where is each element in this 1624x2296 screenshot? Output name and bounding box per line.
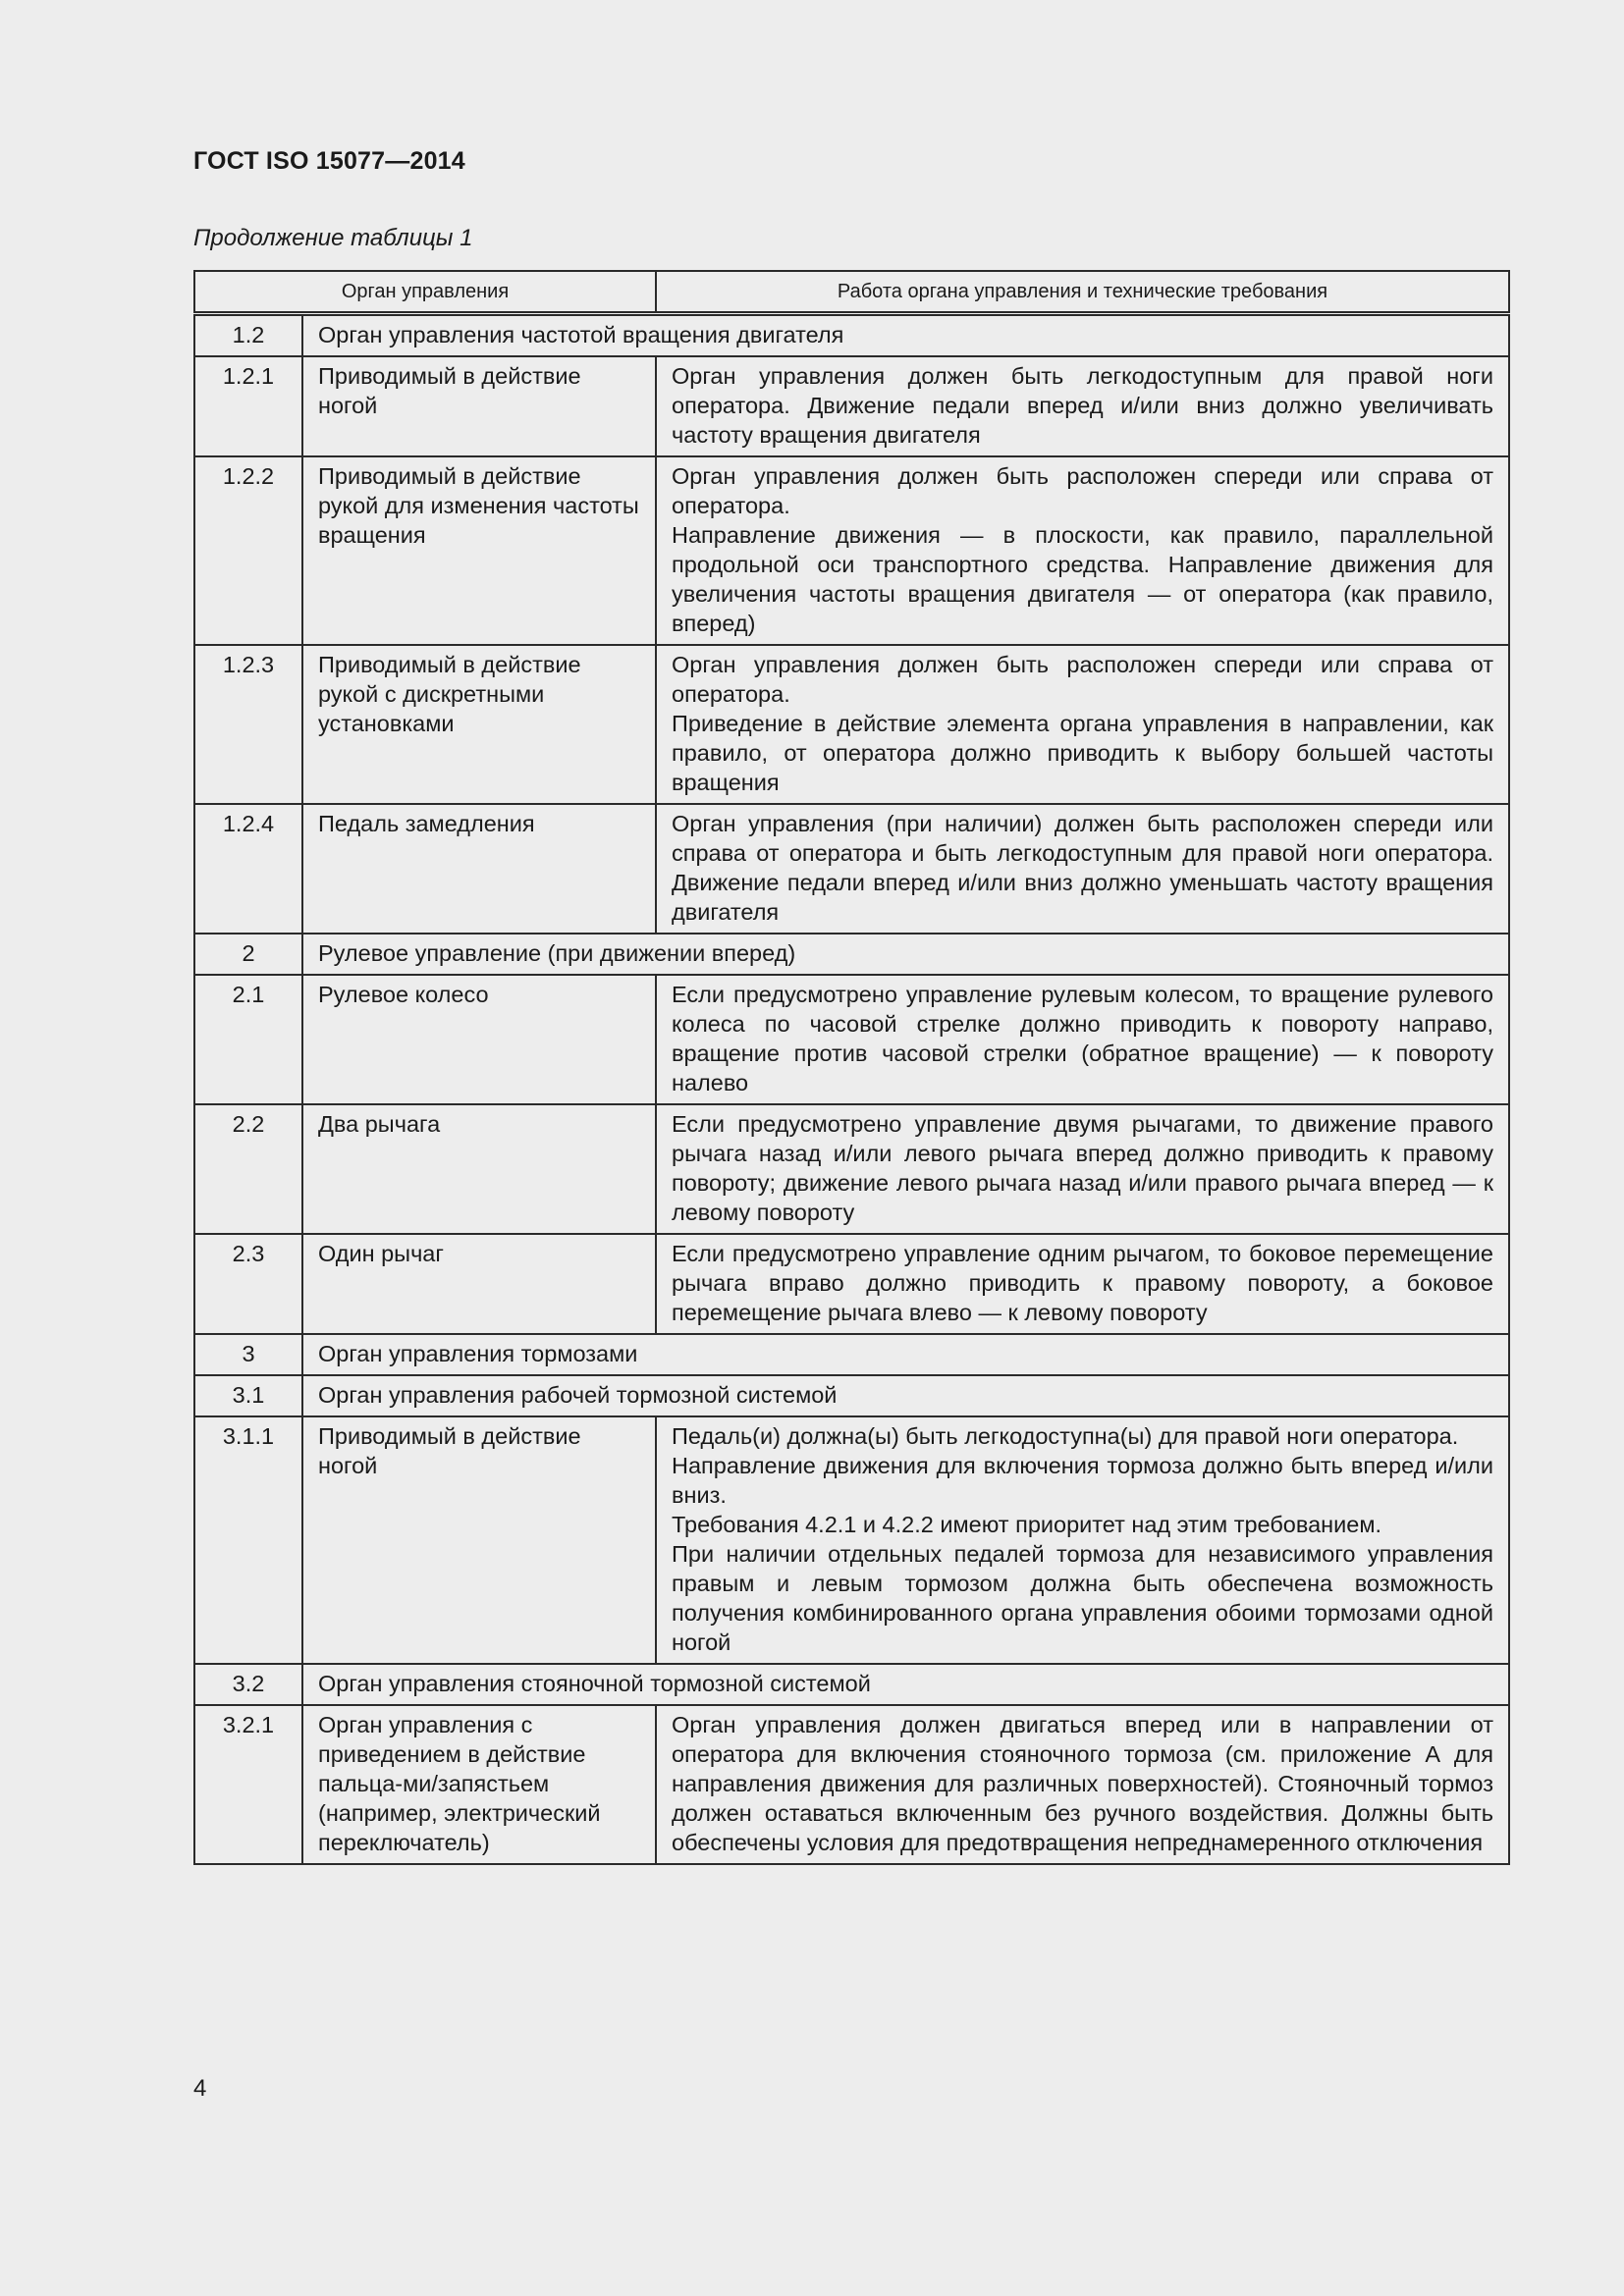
row-number: 2.2 (194, 1104, 302, 1234)
requirements-cell (656, 1234, 1509, 1334)
row-number: 1.2.2 (194, 456, 302, 645)
row-number: 3.1 (194, 1375, 302, 1416)
section-row (194, 1334, 1509, 1375)
row-number: 3.1.1 (194, 1416, 302, 1664)
column-header-control: Орган управления (194, 271, 656, 314)
requirement-paragraph: При наличии отдельных педалей тормоза для независимого управления правым и левым тормозом должна быть обеспечена возможность получения комбинированного органа управления обоими тормозами одной ногой (672, 1541, 1493, 1655)
section-title: Орган управления тормозами (302, 1334, 1509, 1375)
control-name: Приводимый в действие ногой (302, 1416, 656, 1664)
requirement-paragraph: Орган управления должен двигаться вперед или в направлении от оператора для включения стояночного тормоза (см. приложение А для направления движения для различных поверхностей). Стояночный тормоз должен оставаться включенным без ручного воздействия. Должны быть обеспечены условия для предотвращения непреднамеренного отключения (672, 1712, 1493, 1855)
requirement-paragraph: Орган управления должен быть расположен спереди или справа от оператора. (672, 463, 1493, 518)
requirement-paragraph: Если предусмотрено управление двумя рычагами, то движение правого рычага назад и/или левого рычага вперед должно приводить к правому повороту; движение левого рычага назад и/или правого рычага вперед — к левому повороту (672, 1111, 1493, 1225)
control-name: Один рычаг (302, 1234, 656, 1334)
requirements-cell (656, 1104, 1509, 1234)
table-caption: Продолжение таблицы 1 (193, 225, 473, 251)
table-row (194, 975, 1509, 1104)
requirements-cell (656, 356, 1509, 456)
row-number: 2 (194, 934, 302, 975)
controls-table (193, 270, 1510, 1865)
requirement-paragraph: Требования 4.2.1 и 4.2.2 имеют приоритет над этим требованием. (672, 1512, 1382, 1537)
section-row (194, 1664, 1509, 1705)
control-name: Приводимый в действие рукой с дискретными установками (302, 645, 656, 804)
requirements-cell (656, 975, 1509, 1104)
requirements-cell (656, 1705, 1509, 1864)
control-name: Приводимый в действие рукой для изменения частоты вращения (302, 456, 656, 645)
requirement-paragraph: Орган управления (при наличии) должен быть расположен спереди или справа от оператора и быть легкодоступным для правой ноги оператора. Движение педали вперед и/или вниз должно уменьшать частоту вращения двигателя (672, 811, 1493, 925)
page-number: 4 (193, 2075, 207, 2102)
row-number: 3.2 (194, 1664, 302, 1705)
row-number: 1.2.3 (194, 645, 302, 804)
row-number: 1.2.1 (194, 356, 302, 456)
table-row (194, 645, 1509, 804)
control-name: Приводимый в действие ногой (302, 356, 656, 456)
requirement-paragraph: Орган управления должен быть легкодоступным для правой ноги оператора. Движение педали вперед и/или вниз должно увеличивать частоту вращения двигателя (672, 363, 1493, 448)
requirement-paragraph: Орган управления должен быть расположен спереди или справа от оператора. (672, 652, 1493, 707)
table-header-row (194, 271, 1509, 314)
table-body (194, 314, 1509, 1865)
requirement-paragraph: Приведение в действие элемента органа управления в направлении, как правило, от оператора должно приводить к выбору большей частоты вращения (672, 711, 1493, 795)
table-row (194, 1705, 1509, 1864)
section-row (194, 314, 1509, 357)
section-title: Орган управления рабочей тормозной системой (302, 1375, 1509, 1416)
row-number: 1.2.4 (194, 804, 302, 934)
requirements-cell (656, 1416, 1509, 1664)
section-row (194, 934, 1509, 975)
document-header: ГОСТ ISO 15077—2014 (193, 147, 465, 175)
control-name: Педаль замедления (302, 804, 656, 934)
section-title: Орган управления частотой вращения двигателя (302, 314, 1509, 357)
requirement-paragraph: Педаль(и) должна(ы) быть легкодоступна(ы) для правой ноги оператора. (672, 1423, 1459, 1449)
requirement-paragraph: Если предусмотрено управление рулевым колесом, то вращение рулевого колеса по часовой стрелке должно приводить к повороту направо, вращение против часовой стрелки (обратное вращение) — к повороту налево (672, 982, 1493, 1095)
requirement-paragraph: Если предусмотрено управление одним рычагом, то боковое перемещение рычага вправо должно приводить к правому повороту, а боковое перемещение рычага влево — к левому повороту (672, 1241, 1493, 1325)
control-name: Два рычага (302, 1104, 656, 1234)
requirements-cell (656, 645, 1509, 804)
row-number: 3 (194, 1334, 302, 1375)
section-title: Орган управления стояночной тормозной системой (302, 1664, 1509, 1705)
row-number: 2.1 (194, 975, 302, 1104)
section-title: Рулевое управление (при движении вперед) (302, 934, 1509, 975)
table-row (194, 1104, 1509, 1234)
table-row (194, 804, 1509, 934)
requirement-paragraph: Направление движения — в плоскости, как правило, параллельной продольной оси транспортного средства. Направление движения для увеличения частоты вращения двигателя — от оператора (как правило, вперед) (672, 522, 1493, 636)
section-row (194, 1375, 1509, 1416)
row-number: 1.2 (194, 314, 302, 357)
table-row (194, 356, 1509, 456)
table-row (194, 1234, 1509, 1334)
control-name: Рулевое колесо (302, 975, 656, 1104)
table-row (194, 456, 1509, 645)
table-row (194, 1416, 1509, 1664)
requirements-cell (656, 804, 1509, 934)
row-number: 3.2.1 (194, 1705, 302, 1864)
control-name: Орган управления с приведением в действие пальца-ми/запястьем (например, электрический переключатель) (302, 1705, 656, 1864)
row-number: 2.3 (194, 1234, 302, 1334)
requirements-cell (656, 456, 1509, 645)
requirement-paragraph: Направление движения для включения тормоза должно быть вперед и/или вниз. (672, 1453, 1493, 1508)
column-header-requirements: Работа органа управления и технические требования (656, 271, 1509, 314)
